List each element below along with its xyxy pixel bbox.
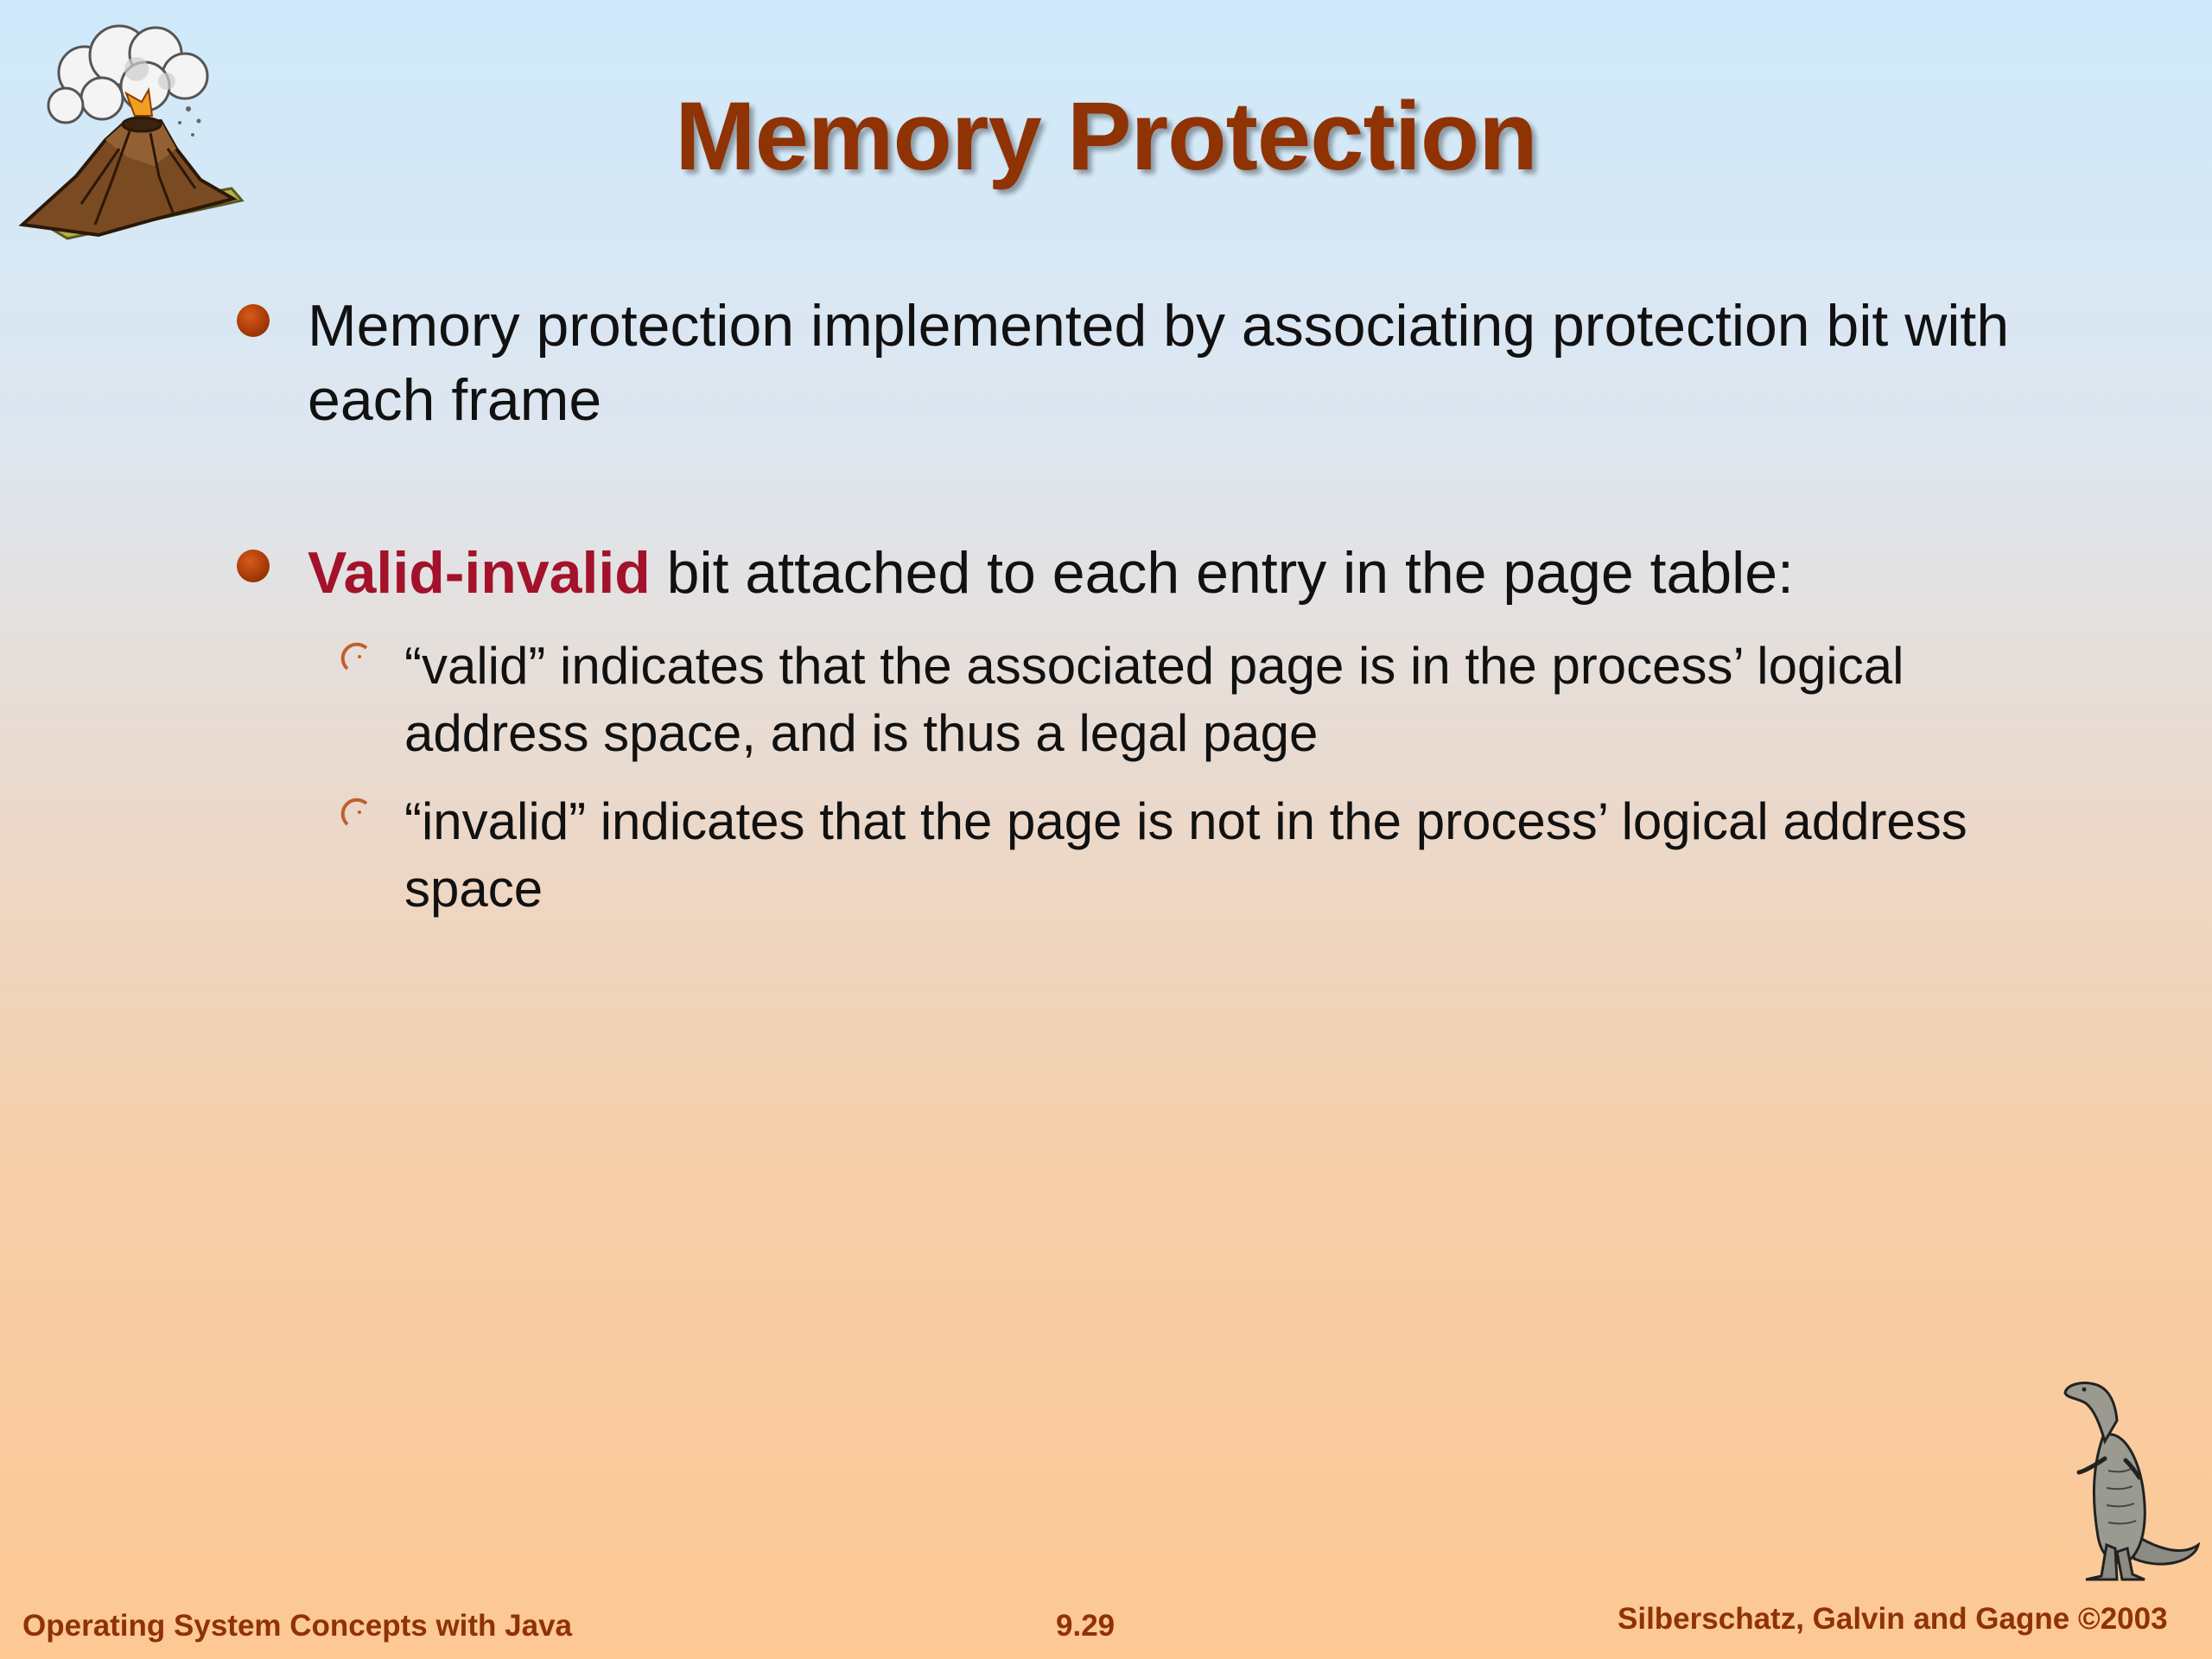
bullet-text [308,536,2036,610]
bullet-text: Memory protection implemented by associating protection bit with each frame [308,293,2010,433]
footer-page-number: 9.29 [1056,1609,1116,1643]
bullet-dot-icon [237,304,270,337]
bullet-dot-icon [237,550,270,582]
sub-bullet-arc-icon [340,797,373,830]
footer-course-title: Operating System Concepts with Java [22,1609,573,1643]
keyword-highlight: Valid-invalid [308,540,651,606]
dinosaur-icon [2060,1376,2202,1585]
sub-bullet-text: “invalid” indicates that the page is not in the process’ logical address space [404,792,1967,918]
slide-title: Memory Protection [675,82,1537,190]
sub-bullet-text: “valid” indicates that the associated page is in the process’ logical address space, and is thus a legal page [404,637,1904,762]
footer-copyright: Silberschatz, Galvin and Gagne ©2003 [1618,1602,2168,1636]
sub-bullet-arc-icon [340,641,373,674]
bullet-text-rest: bit attached to each entry in the page table: [650,540,1794,606]
